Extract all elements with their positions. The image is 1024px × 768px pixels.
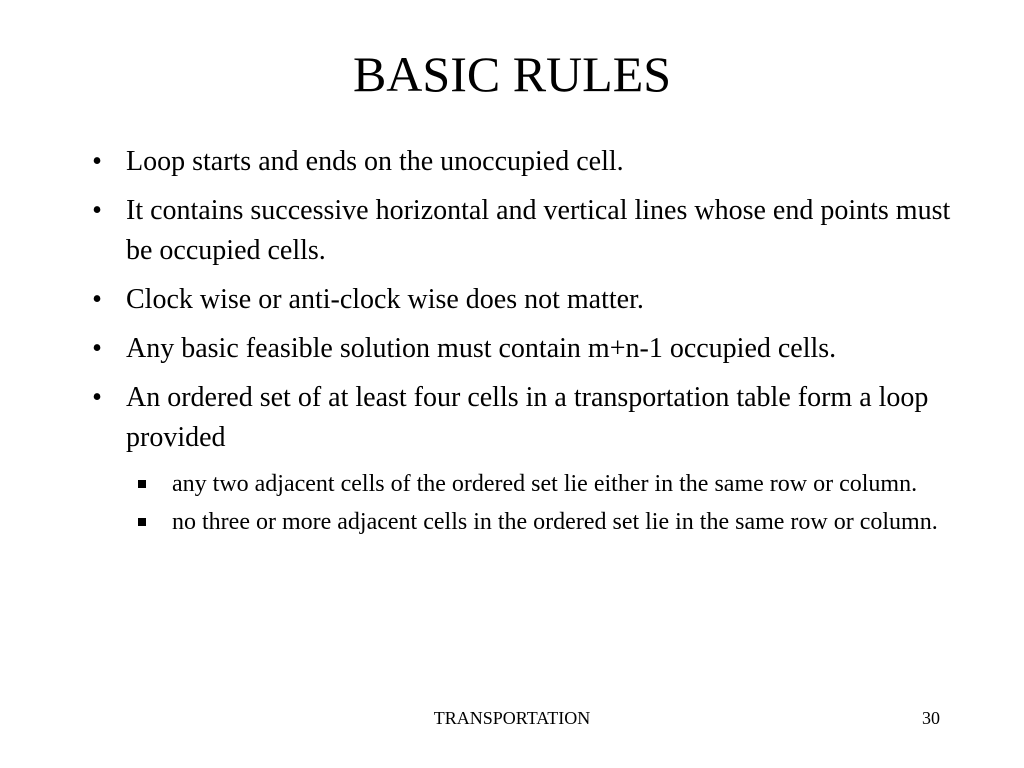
sub-bullet-text: any two adjacent cells of the ordered set lie either in the same row or column.: [172, 471, 918, 497]
page-number: 30: [922, 708, 940, 728]
bullet-item: [82, 329, 962, 369]
bullet-item: [82, 191, 962, 271]
square-bullet-icon: [138, 480, 146, 488]
sub-bullet-text: no three or more adjacent cells in the ordered set lie in the same row or column.: [172, 509, 938, 535]
bullet-text: An ordered set of at least four cells in a transportation table form a loop provided: [126, 382, 929, 453]
bullet-text: Loop starts and ends on the unoccupied cell.: [126, 146, 624, 177]
sub-bullet-item: [126, 467, 962, 501]
sub-bullet-item: [126, 505, 962, 539]
bullet-marker: •: [92, 382, 102, 413]
bullet-item: [82, 378, 962, 458]
bullet-item: [82, 142, 962, 182]
bullet-marker: •: [92, 195, 102, 226]
bullet-text: Clock wise or anti-clock wise does not matter.: [126, 284, 644, 315]
bullet-marker: •: [92, 146, 102, 177]
bullet-text: Any basic feasible solution must contain m+n-1 occupied cells.: [126, 333, 837, 364]
sub-bullet-list: [82, 467, 962, 539]
bullet-marker: •: [92, 284, 102, 315]
bullet-list: [82, 142, 962, 543]
bullet-text: It contains successive horizontal and vertical lines whose end points must be occupied cells.: [126, 195, 951, 266]
bullet-marker: •: [92, 333, 102, 364]
bullet-item: [82, 280, 962, 320]
slide-title: BASIC RULES: [352, 46, 672, 102]
footer-label: TRANSPORTATION: [433, 708, 591, 728]
square-bullet-icon: [138, 518, 146, 526]
